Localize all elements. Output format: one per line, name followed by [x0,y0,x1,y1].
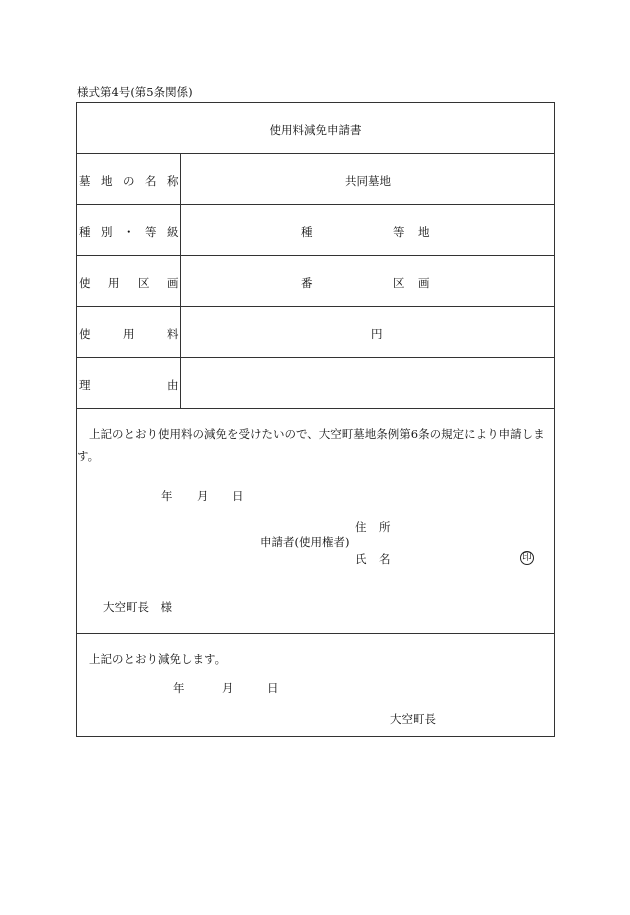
yen-unit: 円 [371,327,383,341]
application-date-month: 月 [197,489,209,503]
seal-mark: 印 [520,551,534,565]
label-char: 用 [108,276,120,290]
use-area-value-cell[interactable] [181,256,554,306]
application-statement: 上記のとおり使用料の減免を受けたいので、大空町墓地条例第6条の規定により申請しま [89,427,545,441]
label-char: 用 [123,327,135,341]
approval-statement: 上記のとおり減免します。 [89,652,227,666]
label-char: 名 [145,174,157,188]
approval-date-year: 年 [173,681,185,695]
label-char: ・ [123,225,135,239]
addressee: 大空町長 様 [103,600,172,614]
application-statement-continued: す。 [77,449,100,463]
application-date-day: 日 [232,489,244,503]
type-grade-label [77,205,181,255]
label-char: 称 [167,174,179,188]
plot-value: 画 [418,276,430,290]
address-label-char: 住 [355,520,367,534]
label-char: 理 [79,378,91,392]
cemetery-name-label [77,154,181,204]
label-char: 種 [79,225,91,239]
type-grade-value-cell[interactable] [181,205,554,255]
reason-value-cell[interactable] [181,358,554,408]
approval-signatory: 大空町長 [390,712,436,726]
reason-label [77,358,181,408]
title-row [77,103,554,154]
label-char: 使 [79,327,91,341]
label-char: 画 [167,276,179,290]
usage-fee-label [77,307,181,357]
number-value: 番 [301,276,313,290]
label-char: 墓 [79,174,91,188]
label-char: 地 [101,174,113,188]
name-label-char: 名 [379,552,391,566]
use-area-row [77,256,554,307]
label-char: 等 [145,225,157,239]
type-grade-row [77,205,554,256]
cemetery-name-value: 共同墓地 [345,174,391,188]
cemetery-name-value-cell[interactable] [181,154,554,204]
applicant-label: 申請者(使用権者) [260,535,350,549]
label-char: 料 [167,327,179,341]
reason-row [77,358,554,409]
usage-fee-value-cell[interactable] [181,307,554,357]
address-label-char: 所 [379,520,391,534]
application-date-year: 年 [161,489,173,503]
approval-date-day: 日 [267,681,279,695]
cemetery-name-row [77,154,554,205]
form-number-label: 様式第4号(第5条関係) [77,85,193,99]
approval-date-month: 月 [222,681,234,695]
application-form [76,102,555,737]
use-area-label [77,256,181,306]
form-title: 使用料減免申請書 [269,123,362,137]
label-char: 別 [101,225,113,239]
usage-fee-row [77,307,554,358]
name-label-char: 氏 [355,552,367,566]
type-value: 種 [301,225,313,239]
label-char: 級 [167,225,179,239]
section-value: 区 [393,276,405,290]
label-char: 区 [138,276,150,290]
application-section [77,409,554,634]
approval-section [77,634,554,736]
label-char: 使 [79,276,91,290]
land-value: 地 [418,225,430,239]
grade-value: 等 [393,225,405,239]
label-char: の [123,174,135,188]
label-char: 由 [167,378,179,392]
